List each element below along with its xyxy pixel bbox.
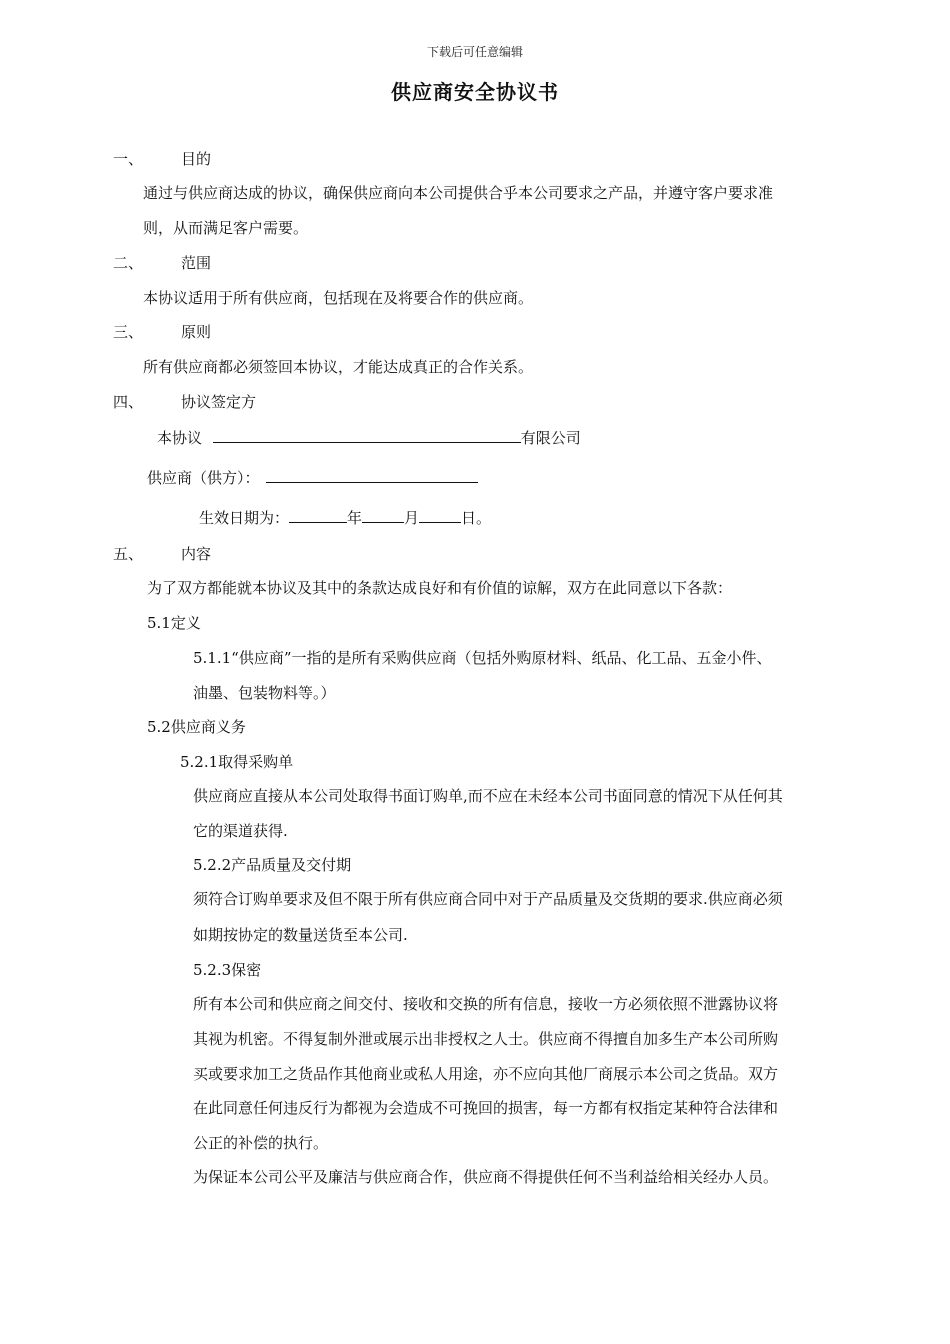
document-title: 供应商安全协议书 [391, 80, 559, 104]
clause-5-2-3-line-2: 其视为机密。不得复制外泄或展示出非授权之人士。供应商不得擅自加多生产本公司所购 [193, 1030, 779, 1048]
clause-5-1-1-line-2: 油墨、包装物料等。） [193, 684, 336, 702]
year-label: 年 [347, 509, 363, 527]
month-blank [362, 506, 404, 523]
clause-5-2-title: 5.2供应商义务 [147, 718, 246, 736]
header-note: 下载后可任意编辑 [426, 45, 523, 59]
section-2-line-1: 本协议适用于所有供应商，包括现在及将要合作的供应商。 [143, 289, 534, 307]
month-label: 月 [404, 509, 420, 527]
section-2-number: 二、 [113, 254, 144, 272]
supplier-label: 供应商（供方）： [147, 469, 260, 487]
date-label: 生效日期为： [199, 509, 290, 527]
year-blank [289, 506, 347, 523]
clause-5-2-3-line-4: 在此同意任何违反行为都视为会造成不可挽回的损害，每一方都有权指定某种符合法律和 [193, 1099, 779, 1117]
section-1-line-2: 则，从而满足客户需要。 [143, 219, 309, 237]
supplier-name-blank [266, 466, 478, 483]
section-3-title: 原则 [181, 323, 212, 341]
clause-5-2-2-line-2: 如期按协定的数量送货至本公司. [193, 926, 408, 944]
clause-5-1-1-line-1: 5.1.1“供应商”一指的是所有采购供应商（包括外购原材料、纸品、化工品、五金小件、 [193, 649, 772, 667]
agreement-label: 本协议 [157, 429, 203, 447]
company-suffix: 有限公司 [520, 429, 581, 447]
section-1-title: 目的 [181, 150, 212, 168]
section-3-number: 三、 [113, 323, 144, 341]
clause-5-2-3-line-6: 为保证本公司公平及廉洁与供应商合作，供应商不得提供任何不当利益给相关经办人员。 [193, 1168, 779, 1186]
effective-date-row [199, 506, 491, 528]
clause-5-2-3-title: 5.2.3保密 [193, 961, 262, 979]
day-label: 日。 [461, 509, 492, 527]
clause-5-2-1-line-2: 它的渠道获得. [193, 822, 288, 840]
clause-5-2-2-title: 5.2.2产品质量及交付期 [193, 856, 352, 874]
clause-5-2-3-line-5: 公正的补偿的执行。 [193, 1134, 329, 1152]
clause-5-2-1-title: 5.2.1取得采购单 [180, 753, 294, 771]
clause-5-2-1-line-1: 供应商应直接从本公司处取得书面订购单,而不应在未经本公司书面同意的情况下从任何其 [193, 787, 783, 805]
section-1-number: 一、 [113, 150, 144, 168]
company-name-blank [213, 426, 521, 443]
section-1-line-1: 通过与供应商达成的协议，确保供应商向本公司提供合乎本公司要求之产品，并遵守客户要求准 [143, 184, 774, 202]
section-5-intro: 为了双方都能就本协议及其中的条款达成良好和有价值的谅解，双方在此同意以下各款： [147, 579, 733, 597]
section-4-title: 协议签定方 [181, 393, 257, 411]
agreement-party-row [157, 426, 581, 448]
day-blank [419, 506, 461, 523]
section-4-number: 四、 [113, 393, 144, 411]
clause-5-1-title: 5.1定义 [147, 614, 201, 632]
section-2-title: 范围 [181, 254, 212, 272]
clause-5-2-2-line-1: 须符合订购单要求及但不限于所有供应商合同中对于产品质量及交货期的要求.供应商必须 [193, 890, 783, 908]
section-3-line-1: 所有供应商都必须签回本协议，才能达成真正的合作关系。 [143, 358, 534, 376]
section-5-title: 内容 [181, 545, 212, 563]
clause-5-2-3-line-3: 买或要求加工之货品作其他商业或私人用途，亦不应向其他厂商展示本公司之货品。双方 [193, 1065, 779, 1083]
section-5-number: 五、 [113, 545, 144, 563]
clause-5-2-3-line-1: 所有本公司和供应商之间交付、接收和交换的所有信息，接收一方必须依照不泄露协议将 [193, 995, 779, 1013]
supplier-row [147, 466, 478, 488]
